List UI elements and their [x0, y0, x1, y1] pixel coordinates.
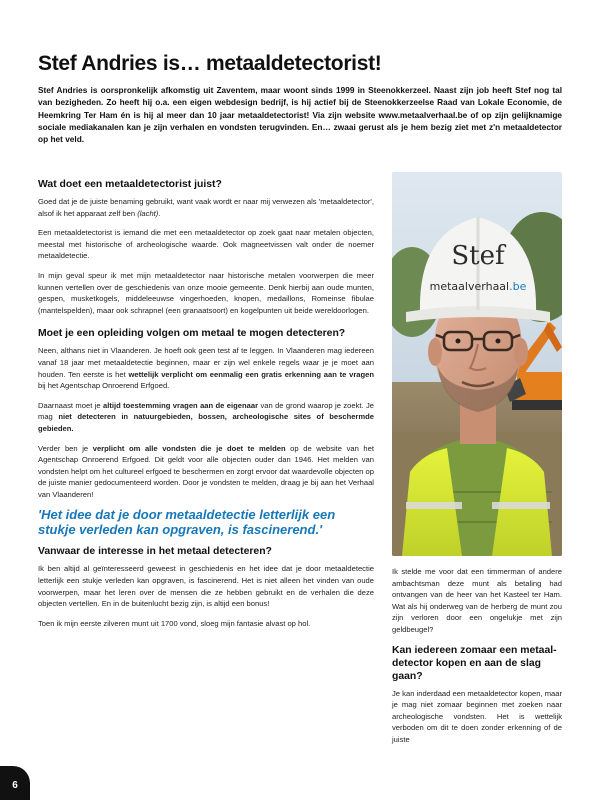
pull-quote: 'Het idee dat je door metaaldetectie letterlijk een stukje verleden kan opgraven, is fascinerend.' — [38, 507, 336, 537]
right-column — [392, 566, 562, 754]
helmet-brand: metaalverhaal.be — [429, 280, 527, 293]
section-heading-1: Wat doet een metaaldetectorist juist? — [38, 179, 222, 190]
article-title: Stef Andries is… metaaldetectorist! — [38, 52, 382, 75]
paragraph: Ik stelde me voor dat een timmerman of andere ambachtsman deze munt als betaling had ontvangen van de heer van het Kasteel ter Ham. Wat als hij onderweg van de herberg de munt zou zijn verloren door een ongelukje met zijn geldbeugel? — [392, 567, 562, 634]
paragraph: Verder ben je verplicht om alle vondsten die je doet te melden op de website van het Agentschap Onroerend Erfgoed. Dit geldt voor alle objecten ouder dan 1946. Het melden van vondsten helpt om het cultureel erfgoed te beschermen en zorgt ervoor dat waardevolle objecten op de juiste manier gedocumenteerd worden. Door je vondsten te melden, draag je bij aan het Verhaal van Vlaanderen! — [38, 443, 374, 499]
portrait-illustration — [392, 172, 562, 556]
helmet-text: Stef — [451, 241, 505, 271]
page-number: 6 — [0, 766, 30, 800]
paragraph: In mijn geval speur ik met mijn metaaldetector naar historische metalen voorwerpen die meer kunnen vertellen over de geschiedenis van onze mooie gemeente. Denk hierbij aan oude munten, gespen, musketkogels, middeleeuwse vingerhoeden, knopen, medaillons, Romeinse fibulae (mantelspelden), maar ook schrapnel (een granaatsoort) en kogelpunten uit beide wereldoorlogen. — [38, 270, 374, 315]
left-column — [38, 178, 374, 637]
article-intro: Stef Andries is oorspronkelijk afkomstig uit Zaventem, maar woont sinds 1999 in Steenokkerzeel. Naast zijn job heeft Stef nog tal van bezigheden. Zo heeft hij o.a. een eigen webdesign bedrijf, is hij actief bij de Steenokkerzeelse Raad van Lokale Economie, de Heemkring Ter Ham én is hij al meer dan 10 jaar metaaldetectorist! Via zijn website www.metaalverhaal.be of op zijn gelijknamige sociale mediakanalen kan je zijn verhalen en vondsten terugvinden. En… zwaai gerust als je hem bezig ziet met z'n metaaldetector op het veld. — [38, 85, 562, 145]
portrait-photo — [392, 172, 562, 556]
paragraph: Neen, althans niet in Vlaanderen. Je hoeft ook geen test af te leggen. In Vlaanderen mag iedereen vanaf 18 jaar met metaaldetectie beginnen, maar er zijn wel enkele regels waar je je moet aan houden. Ten eerste is het wettelijk verplicht om eenmalig een gratis erkenning aan te vragen bij het Agentschap Onroerend Erfgoed. — [38, 346, 374, 391]
paragraph: Daarnaast moet je altijd toestemming vragen aan de eigenaar van de grond waarop je zoekt. Je mag niet detecteren in natuurgebieden, bossen, archeologische sites of beschermde gebieden. — [38, 400, 375, 433]
section-heading-4: Kan iedereen zomaar een metaal-detector kopen en aan de slag gaan? — [392, 644, 557, 682]
paragraph: Een metaaldetectorist is iemand die met een metaaldetector op zoek gaat naar metalen objecten, meestal met historische of archeologische waarde. Ook magneetvissen valt onder de noemer metaaldetectie. — [38, 228, 374, 261]
paragraph: Je kan inderdaad een metaaldetector kopen, maar je mag niet zomaar beginnen met zoeken naar archeologische vondsten. Het is wettelijk verboden om dit te doen zonder erkenning of de juiste — [392, 688, 562, 744]
section-heading-2: Moet je een opleiding volgen om metaal te mogen detecteren? — [38, 328, 346, 340]
paragraph: Goed dat je de juiste benaming gebruikt, want vaak wordt er naar mij verwezen als 'metaaldetector', alsof ik het apparaat zelf ben (lacht). — [38, 197, 374, 218]
paragraph: Ik ben altijd al geïnteresseerd geweest in geschiedenis en het idee dat je door metaaldetectie letterlijk een stukje verleden kan opgraven, is fascinerend. Het is niet alleen het vinden van oude voorwerpen, maar het leren over de mensen die ze hebben gebruikt en de verhalen die deze objecten vertellen. En in de buitenlucht bezig zijn, is altijd een bonus! — [38, 564, 374, 609]
paragraph: Toen ik mijn eerste zilveren munt uit 1700 vond, sloeg mijn fantasie alvast op hol. — [38, 618, 311, 628]
section-heading-3: Vanwaar de interesse in het metaal detecteren? — [38, 546, 272, 558]
